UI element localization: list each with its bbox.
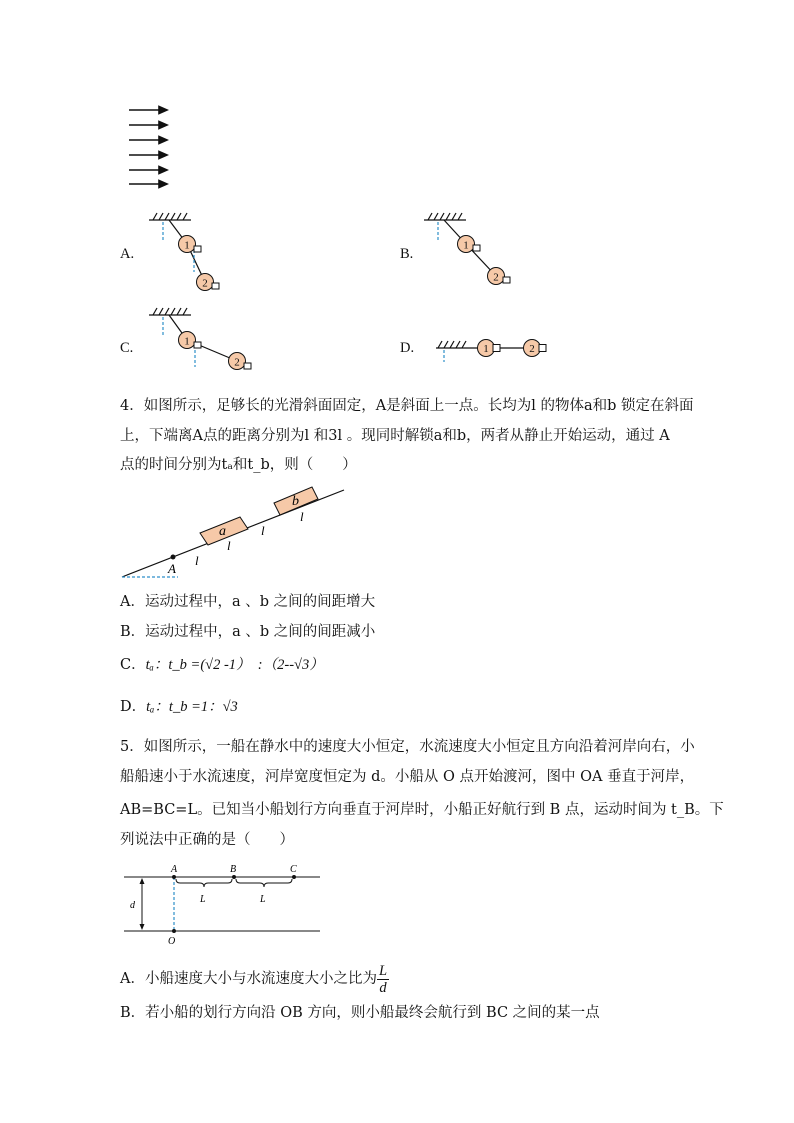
block-b-label: b (292, 494, 299, 509)
point-a-label: A (168, 561, 176, 576)
width-d: d (130, 900, 135, 911)
ball-1-label: 1 (184, 239, 190, 252)
svg-text:l: l (300, 509, 304, 524)
option-b-label[interactable]: B. (400, 246, 414, 262)
q5-option-a-text: A．小船速度大小与水流速度大小之比为 (120, 971, 377, 987)
option-d-label[interactable]: D. (400, 340, 415, 356)
point-o: O (168, 936, 176, 947)
svg-text:2: 2 (529, 343, 535, 355)
q5-line-3: AB=BC=L。已知当小船划行方向垂直于河岸时，小船正好航行到 B 点，运动时间为 t_B。下 (120, 802, 724, 818)
svg-text:1: 1 (184, 335, 190, 348)
svg-text:1: 1 (483, 343, 489, 355)
incline-figure (118, 485, 350, 585)
q5-option-a[interactable] (120, 962, 389, 998)
svg-text:l: l (261, 523, 265, 538)
point-b: B (230, 864, 237, 875)
q5-line-4: 列说法中正确的是（ ） (120, 832, 294, 848)
river-figure (118, 858, 328, 950)
q4-option-d[interactable] (120, 697, 238, 717)
option-a-figure (145, 210, 235, 295)
q4-option-d-expr: tₐ：t_b =1：√3 (146, 699, 238, 715)
option-c-label[interactable]: C. (120, 340, 134, 356)
wind-arrows-figure (125, 100, 175, 192)
q5-line-2: 船船速小于水流速度，河岸宽度恒定为 d。小船从 O 点开始渡河，图中 OA 垂直于河岸， (120, 769, 695, 785)
point-a: A (171, 864, 178, 875)
q4-line-1: 4．如图所示，足够长的光滑斜面固定，A是斜面上一点。长均为l 的物体a和b 锁定在斜面 (120, 398, 694, 414)
q4-option-c[interactable] (120, 655, 324, 675)
segment-bc-l: L (260, 894, 266, 905)
option-d-figure (428, 330, 553, 365)
svg-text:2: 2 (234, 356, 240, 369)
option-b-figure (420, 210, 520, 295)
q4-option-a[interactable]: A．运动过程中，a 、b 之间的间距增大 (120, 594, 376, 610)
ball-2-label: 2 (202, 277, 208, 290)
point-c: C (290, 864, 297, 875)
segment-ab-l: L (200, 894, 206, 905)
q4-line-2: 上，下端离A点的距离分别为l 和3l 。现同时解锁a和b，两者从静止开始运动，通过 A (120, 428, 670, 444)
q5-line-1: 5．如图所示，一船在静水中的速度大小恒定，水流速度大小恒定且方向沿着河岸向右，小 (120, 739, 695, 755)
ratio-fraction (377, 963, 389, 996)
svg-text:2: 2 (493, 271, 499, 284)
q4-option-b[interactable]: B．运动过程中，a 、b 之间的间距减小 (120, 624, 376, 640)
q4-line-3: 点的时间分别为tₐ和t_b，则（ ） (120, 457, 357, 473)
q4-option-d-prefix: D． (120, 699, 147, 715)
q5-option-b[interactable]: B．若小船的划行方向沿 OB 方向，则小船最终会航行到 BC 之间的某一点 (120, 1005, 600, 1021)
svg-text:l: l (227, 538, 231, 553)
option-c-figure (145, 305, 260, 380)
q4-option-c-prefix: C． (120, 657, 146, 673)
fraction-denominator: d (379, 979, 387, 996)
block-a-label: a (219, 524, 226, 539)
svg-text:1: 1 (463, 239, 469, 252)
option-a-label[interactable]: A. (120, 246, 135, 262)
svg-text:l: l (195, 553, 199, 568)
q4-option-c-expr: tₐ：t_b =(√2 -1） :（2--√3） (145, 657, 324, 673)
fraction-numerator: L (378, 962, 388, 979)
